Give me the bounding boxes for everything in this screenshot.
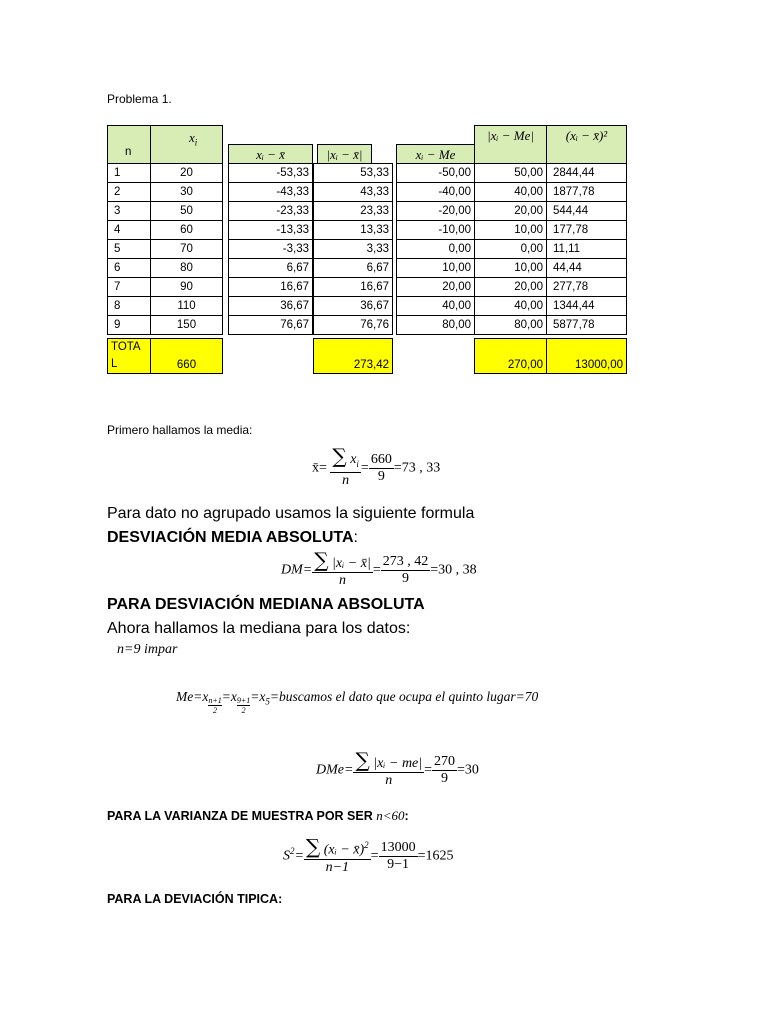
varianza-heading: PARA LA VARIANZA DE MUESTRA POR SER n<60: bbox=[107, 808, 409, 823]
cell-devme: 80,00 bbox=[396, 315, 475, 335]
cell-xi: 150 bbox=[150, 315, 223, 335]
cell-devme: -40,00 bbox=[396, 182, 475, 202]
cell-n: 9 bbox=[107, 315, 151, 335]
total-xi: 660 bbox=[150, 338, 223, 374]
cell-xi: 20 bbox=[150, 163, 223, 183]
cell-dev: 6,67 bbox=[228, 258, 313, 278]
cell-dev: -43,33 bbox=[228, 182, 313, 202]
dm-frac1: $\frac{\text{∑ |xᵢ − x̄|}}{n}$ bbox=[314, 548, 371, 588]
mean-frac1: $\frac{\sum x_i}{n}$ bbox=[332, 444, 359, 488]
cell-sq: 544,44 bbox=[546, 201, 627, 221]
cell-absdevme: 10,00 bbox=[474, 258, 547, 278]
cell-devme: -20,00 bbox=[396, 201, 475, 221]
cell-n: 5 bbox=[107, 239, 151, 259]
cell-absdev: 23,33 bbox=[313, 201, 393, 221]
media-intro: Primero hallamos la media: bbox=[107, 423, 253, 437]
cell-absdev: 43,33 bbox=[313, 182, 393, 202]
var-frac1: $\frac{\sum (xᵢ - x̄)^2}{n-1}$ bbox=[305, 834, 369, 875]
cell-absdevme: 0,00 bbox=[474, 239, 547, 259]
cell-devme: 10,00 bbox=[396, 258, 475, 278]
cell-devme: -50,00 bbox=[396, 163, 475, 183]
mediana-intro: Ahora hallamos la mediana para los datos: bbox=[107, 620, 411, 637]
cell-xi: 50 bbox=[150, 201, 223, 221]
header-dev: xᵢ − x̄ bbox=[228, 144, 313, 164]
dme-formula: DMe= $\frac{\text{∑ |xᵢ − me|}}{n}$ = $\frac{270}{9}$ =30 bbox=[316, 748, 479, 788]
header-xi bbox=[150, 125, 223, 164]
dme-frac1: $\frac{\text{∑ |xᵢ − me|}}{n}$ bbox=[355, 748, 423, 788]
cell-absdev: 3,33 bbox=[313, 239, 393, 259]
header-absdevme: |xᵢ − Me| bbox=[474, 125, 547, 164]
total-sq: 13000,00 bbox=[546, 338, 627, 374]
cell-xi: 30 bbox=[150, 182, 223, 202]
cell-sq: 11,11 bbox=[546, 239, 627, 259]
dme-heading: PARA DESVIACIÓN MEDIANA ABSOLUTA bbox=[107, 596, 425, 613]
cell-sq: 5877,78 bbox=[546, 315, 627, 335]
no-agrupado-text: Para dato no agrupado usamos la siguiente formula bbox=[107, 505, 475, 522]
cell-sq: 177,78 bbox=[546, 220, 627, 240]
cell-dev: -13,33 bbox=[228, 220, 313, 240]
cell-devme: -10,00 bbox=[396, 220, 475, 240]
cell-absdev: 6,67 bbox=[313, 258, 393, 278]
total-absdevme: 270,00 bbox=[474, 338, 547, 374]
cell-absdev: 36,67 bbox=[313, 296, 393, 316]
cell-dev: 76,67 bbox=[228, 315, 313, 335]
mean-frac2: $\frac{660}{9}$ bbox=[370, 451, 392, 484]
cell-absdevme: 50,00 bbox=[474, 163, 547, 183]
cell-sq: 2844,44 bbox=[546, 163, 627, 183]
mean-lhs: x̄= bbox=[312, 460, 327, 476]
header-n bbox=[107, 125, 151, 164]
cell-dev: -53,33 bbox=[228, 163, 313, 183]
n-impar: n=9 impar bbox=[117, 642, 178, 657]
dm-frac2: $\frac{273 , 42}{9}$ bbox=[382, 554, 429, 586]
cell-n: 3 bbox=[107, 201, 151, 221]
cell-devme: 40,00 bbox=[396, 296, 475, 316]
cell-absdevme: 10,00 bbox=[474, 220, 547, 240]
cell-xi: 60 bbox=[150, 220, 223, 240]
dme-frac2: $\frac{270}{9}$ bbox=[434, 754, 456, 786]
total-absdev: 273,42 bbox=[313, 338, 393, 374]
cell-devme: 20,00 bbox=[396, 277, 475, 297]
cell-absdevme: 40,00 bbox=[474, 296, 547, 316]
var-frac2: $\frac{13000}{9-1}$ bbox=[380, 839, 416, 872]
cell-n: 7 bbox=[107, 277, 151, 297]
dm-formula: DM= $\frac{\text{∑ |xᵢ − x̄|}}{n}$ = $\frac{273 , 42}{9}$ =30 , 38 bbox=[281, 548, 477, 588]
header-xi-label: $x_i$ bbox=[189, 130, 198, 148]
cell-dev: 16,67 bbox=[228, 277, 313, 297]
variance-formula: $S^2=$ $\frac{\sum (xᵢ - x̄)^2}{n-1}$ = $\frac{13000}{9-1}$ =1625 bbox=[283, 834, 454, 875]
cell-absdevme: 20,00 bbox=[474, 277, 547, 297]
cell-dev: -3,33 bbox=[228, 239, 313, 259]
cell-n: 6 bbox=[107, 258, 151, 278]
cell-xi: 110 bbox=[150, 296, 223, 316]
cell-absdevme: 40,00 bbox=[474, 182, 547, 202]
cell-absdevme: 20,00 bbox=[474, 201, 547, 221]
me-formula: Me=x $\frac{n+1}{2}$ =x $\frac{9+1}{2}$ $=x_5=buscamos$ el dato que ocupa el quinto lugar=70 bbox=[176, 689, 539, 715]
cell-absdev: 76,76 bbox=[313, 315, 393, 335]
cell-xi: 70 bbox=[150, 239, 223, 259]
cell-absdevme: 80,00 bbox=[474, 315, 547, 335]
header-n-label: n bbox=[125, 146, 132, 158]
cell-sq: 1877,78 bbox=[546, 182, 627, 202]
tipica-heading: PARA LA DEVIACIÓN TIPICA: bbox=[107, 892, 283, 906]
mean-result: =73 , 33 bbox=[393, 460, 441, 476]
dm-heading: DESVIACIÓN MEDIA ABSOLUTA: bbox=[107, 529, 358, 546]
cell-absdev: 53,33 bbox=[313, 163, 393, 183]
total-label: TOTA L bbox=[107, 338, 151, 374]
cell-n: 4 bbox=[107, 220, 151, 240]
cell-sq: 1344,44 bbox=[546, 296, 627, 316]
cell-absdev: 13,33 bbox=[313, 220, 393, 240]
page-title: Problema 1. bbox=[107, 92, 172, 106]
cell-n: 8 bbox=[107, 296, 151, 316]
header-sq: (xᵢ − x̄)² bbox=[546, 125, 627, 164]
header-absdev: |xᵢ − x̄| bbox=[317, 144, 372, 164]
cell-n: 2 bbox=[107, 182, 151, 202]
cell-sq: 44,44 bbox=[546, 258, 627, 278]
cell-sq: 277,78 bbox=[546, 277, 627, 297]
cell-devme: 0,00 bbox=[396, 239, 475, 259]
header-devme: xᵢ − Me bbox=[396, 144, 475, 164]
mean-formula: x̄= $\frac{\sum x_i}{n}$ = $\frac{660}{9}$ =73 , 33 bbox=[312, 444, 441, 488]
cell-absdev: 16,67 bbox=[313, 277, 393, 297]
cell-dev: 36,67 bbox=[228, 296, 313, 316]
cell-dev: -23,33 bbox=[228, 201, 313, 221]
cell-xi: 90 bbox=[150, 277, 223, 297]
cell-xi: 80 bbox=[150, 258, 223, 278]
cell-n: 1 bbox=[107, 163, 151, 183]
